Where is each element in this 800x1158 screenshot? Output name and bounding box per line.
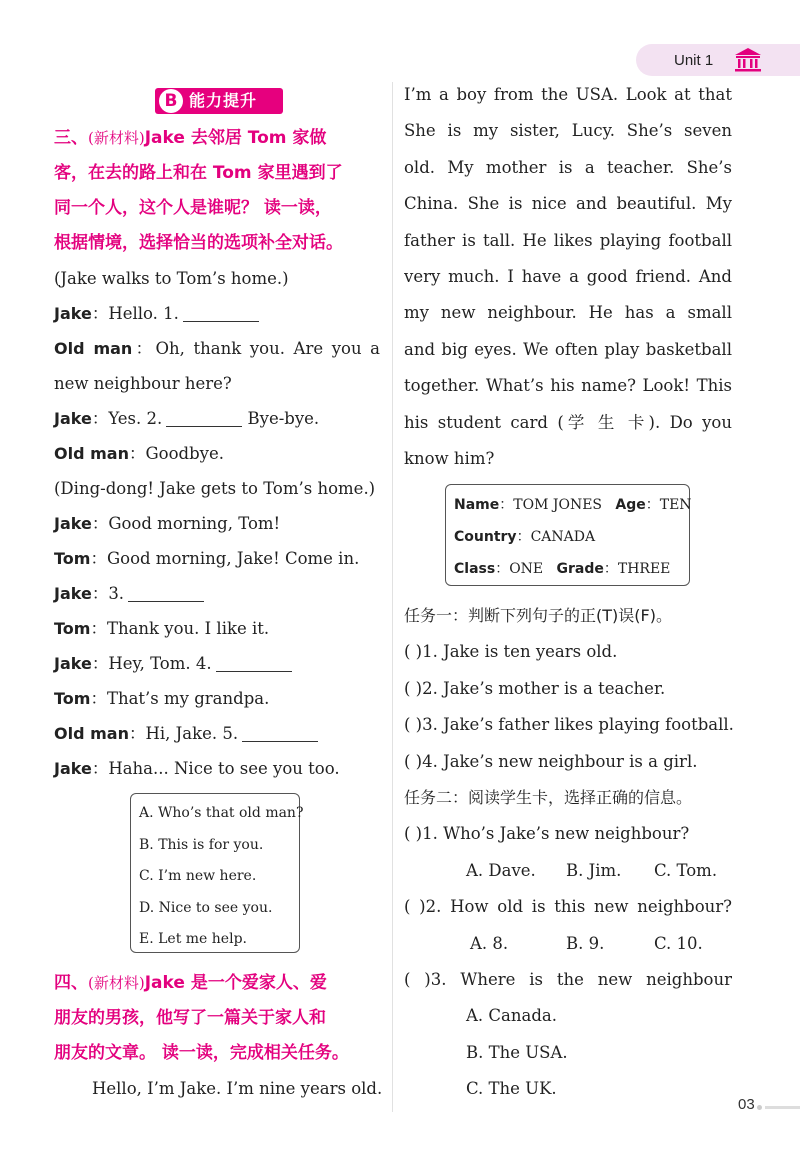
passage-line: and big eyes. We often play basketball — [404, 339, 732, 359]
answer-blank-1[interactable] — [183, 304, 259, 322]
task1-title: 任务一：判断下列句子的正(T)误(F)。 — [404, 606, 672, 625]
dialogue-line: (Jake walks to Tom’s home.) — [54, 269, 289, 288]
dialogue-line: Jake：Haha... Nice to see you too. — [54, 759, 340, 778]
q3-title-line: 三、(新材料)Jake 去邻居 Tom 家做 — [54, 128, 327, 148]
task1-item[interactable]: ( )4. Jake’s new neighbour is a girl. — [404, 751, 698, 771]
passage-first-line: Hello, I’m Jake. I’m nine years old. — [92, 1079, 383, 1098]
card-row: Country：CANADA — [454, 529, 596, 545]
column-divider — [392, 82, 393, 1112]
dialogue-line: Jake：3. — [54, 576, 380, 611]
passage-line: my new neighbour. He has a small — [404, 303, 732, 323]
q4-title-line: 四、(新材料)Jake 是一个爱家人、爱 — [54, 973, 327, 993]
option-item: A. Who’s that old man? — [139, 805, 304, 821]
passage — [404, 77, 732, 477]
page-bar — [765, 1106, 800, 1109]
q4-title-line: 朋友的男孩，他写了一篇关于家人和 — [54, 1008, 326, 1028]
page-dot — [757, 1105, 762, 1110]
option-item: E. Let me help. — [139, 931, 247, 947]
section-letter: B — [159, 89, 183, 113]
dialogue-line: (Ding-dong! Jake gets to Tom’s home.) — [54, 479, 376, 498]
task2-options: A. Dave. B. Jim. C. Tom. — [466, 860, 718, 880]
passage-line: China. She is nice and beautiful. My — [404, 194, 732, 214]
student-card — [445, 484, 690, 586]
task2-options: A. 8. B. 9. C. 10. — [470, 933, 703, 953]
temple-icon — [733, 46, 763, 74]
task1-item[interactable]: ( )1. Jake is ten years old. — [404, 642, 618, 662]
unit-tab — [636, 44, 800, 76]
dialogue-line: Jake：Hello. 1. — [54, 296, 380, 331]
passage-line: know him? — [404, 448, 495, 468]
tasks — [404, 598, 732, 1107]
q3-title-line: 根据情境，选择恰当的选项补全对话。 — [54, 233, 343, 253]
option-item: D. Nice to see you. — [139, 899, 273, 916]
section-title: 能力提升 — [189, 91, 258, 110]
passage-line: very much. I have a good friend. And — [404, 266, 732, 286]
q4-title-line: 朋友的文章。 读一读，完成相关任务。 — [54, 1043, 349, 1063]
dialogue-line: Old man：Hi, Jake. 5. — [54, 716, 380, 751]
answer-blank-3[interactable] — [128, 584, 204, 602]
task2-option: C. The UK. — [466, 1079, 557, 1099]
q4-block — [54, 966, 383, 1106]
task2-option: A. Canada. — [466, 1006, 557, 1026]
passage-line: father is tall. He likes playing football — [404, 230, 732, 250]
page-number: 03 — [738, 1096, 755, 1113]
passage-line: together. What’s his name? Look! This — [404, 376, 732, 396]
task1-item[interactable]: ( )2. Jake’s mother is a teacher. — [404, 678, 666, 698]
options-box — [130, 793, 304, 953]
dialogue-line: Tom：Thank you. I like it. — [54, 619, 270, 638]
task2-question[interactable]: ( )2. How old is this new neighbour? — [404, 897, 732, 917]
q3-title-line: 客，在去的路上和在 Tom 家里遇到了 — [54, 163, 343, 183]
task1-item[interactable]: ( )3. Jake’s father likes playing football. — [404, 715, 734, 735]
passage-line: his student card (学 生 卡). Do you — [404, 412, 732, 432]
q3-title-line: 同一个人，这个人是谁呢？ 读一读， — [54, 198, 332, 218]
option-item: B. This is for you. — [139, 836, 264, 853]
dialogue-line: Tom：That’s my grandpa. — [54, 689, 270, 708]
passage-line: old. My mother is a teacher. She’s — [404, 157, 732, 177]
left-column — [54, 121, 380, 786]
dialogue-line: Jake：Good morning, Tom! — [54, 514, 281, 533]
dialogue-line: Jake：Yes. 2. Bye-bye. — [54, 409, 320, 428]
answer-blank-2[interactable] — [166, 409, 242, 427]
dialogue-line: new neighbour here? — [54, 374, 232, 393]
task2-question[interactable]: ( )3. Where is the new neighbour — [404, 969, 732, 989]
passage-line: I’m a boy from the USA. Look at that — [404, 85, 732, 104]
task2-question[interactable]: ( )1. Who’s Jake’s new neighbour? — [404, 824, 690, 844]
answer-blank-5[interactable] — [242, 724, 318, 742]
dialogue-line: Jake：Hey, Tom. 4. — [54, 646, 380, 681]
section-b-label — [155, 88, 283, 114]
option-item: C. I’m new here. — [139, 868, 257, 884]
unit-label: Unit 1 — [674, 51, 714, 69]
answer-blank-4[interactable] — [216, 654, 292, 672]
dialogue-line: Old man：Goodbye. — [54, 444, 224, 463]
card-row: Name：TOM JONES Age：TEN — [454, 497, 692, 513]
task2-title: 任务二：阅读学生卡，选择正确的信息。 — [404, 787, 693, 807]
dialogue-line: Tom：Good morning, Jake! Come in. — [54, 549, 360, 568]
card-row: Class：ONE Grade：THREE — [454, 561, 671, 577]
dialogue-line: Old man：Oh, thank you. Are you a — [54, 339, 380, 358]
passage-line: She is my sister, Lucy. She’s seven — [404, 121, 732, 141]
task2-option: B. The USA. — [466, 1042, 568, 1062]
